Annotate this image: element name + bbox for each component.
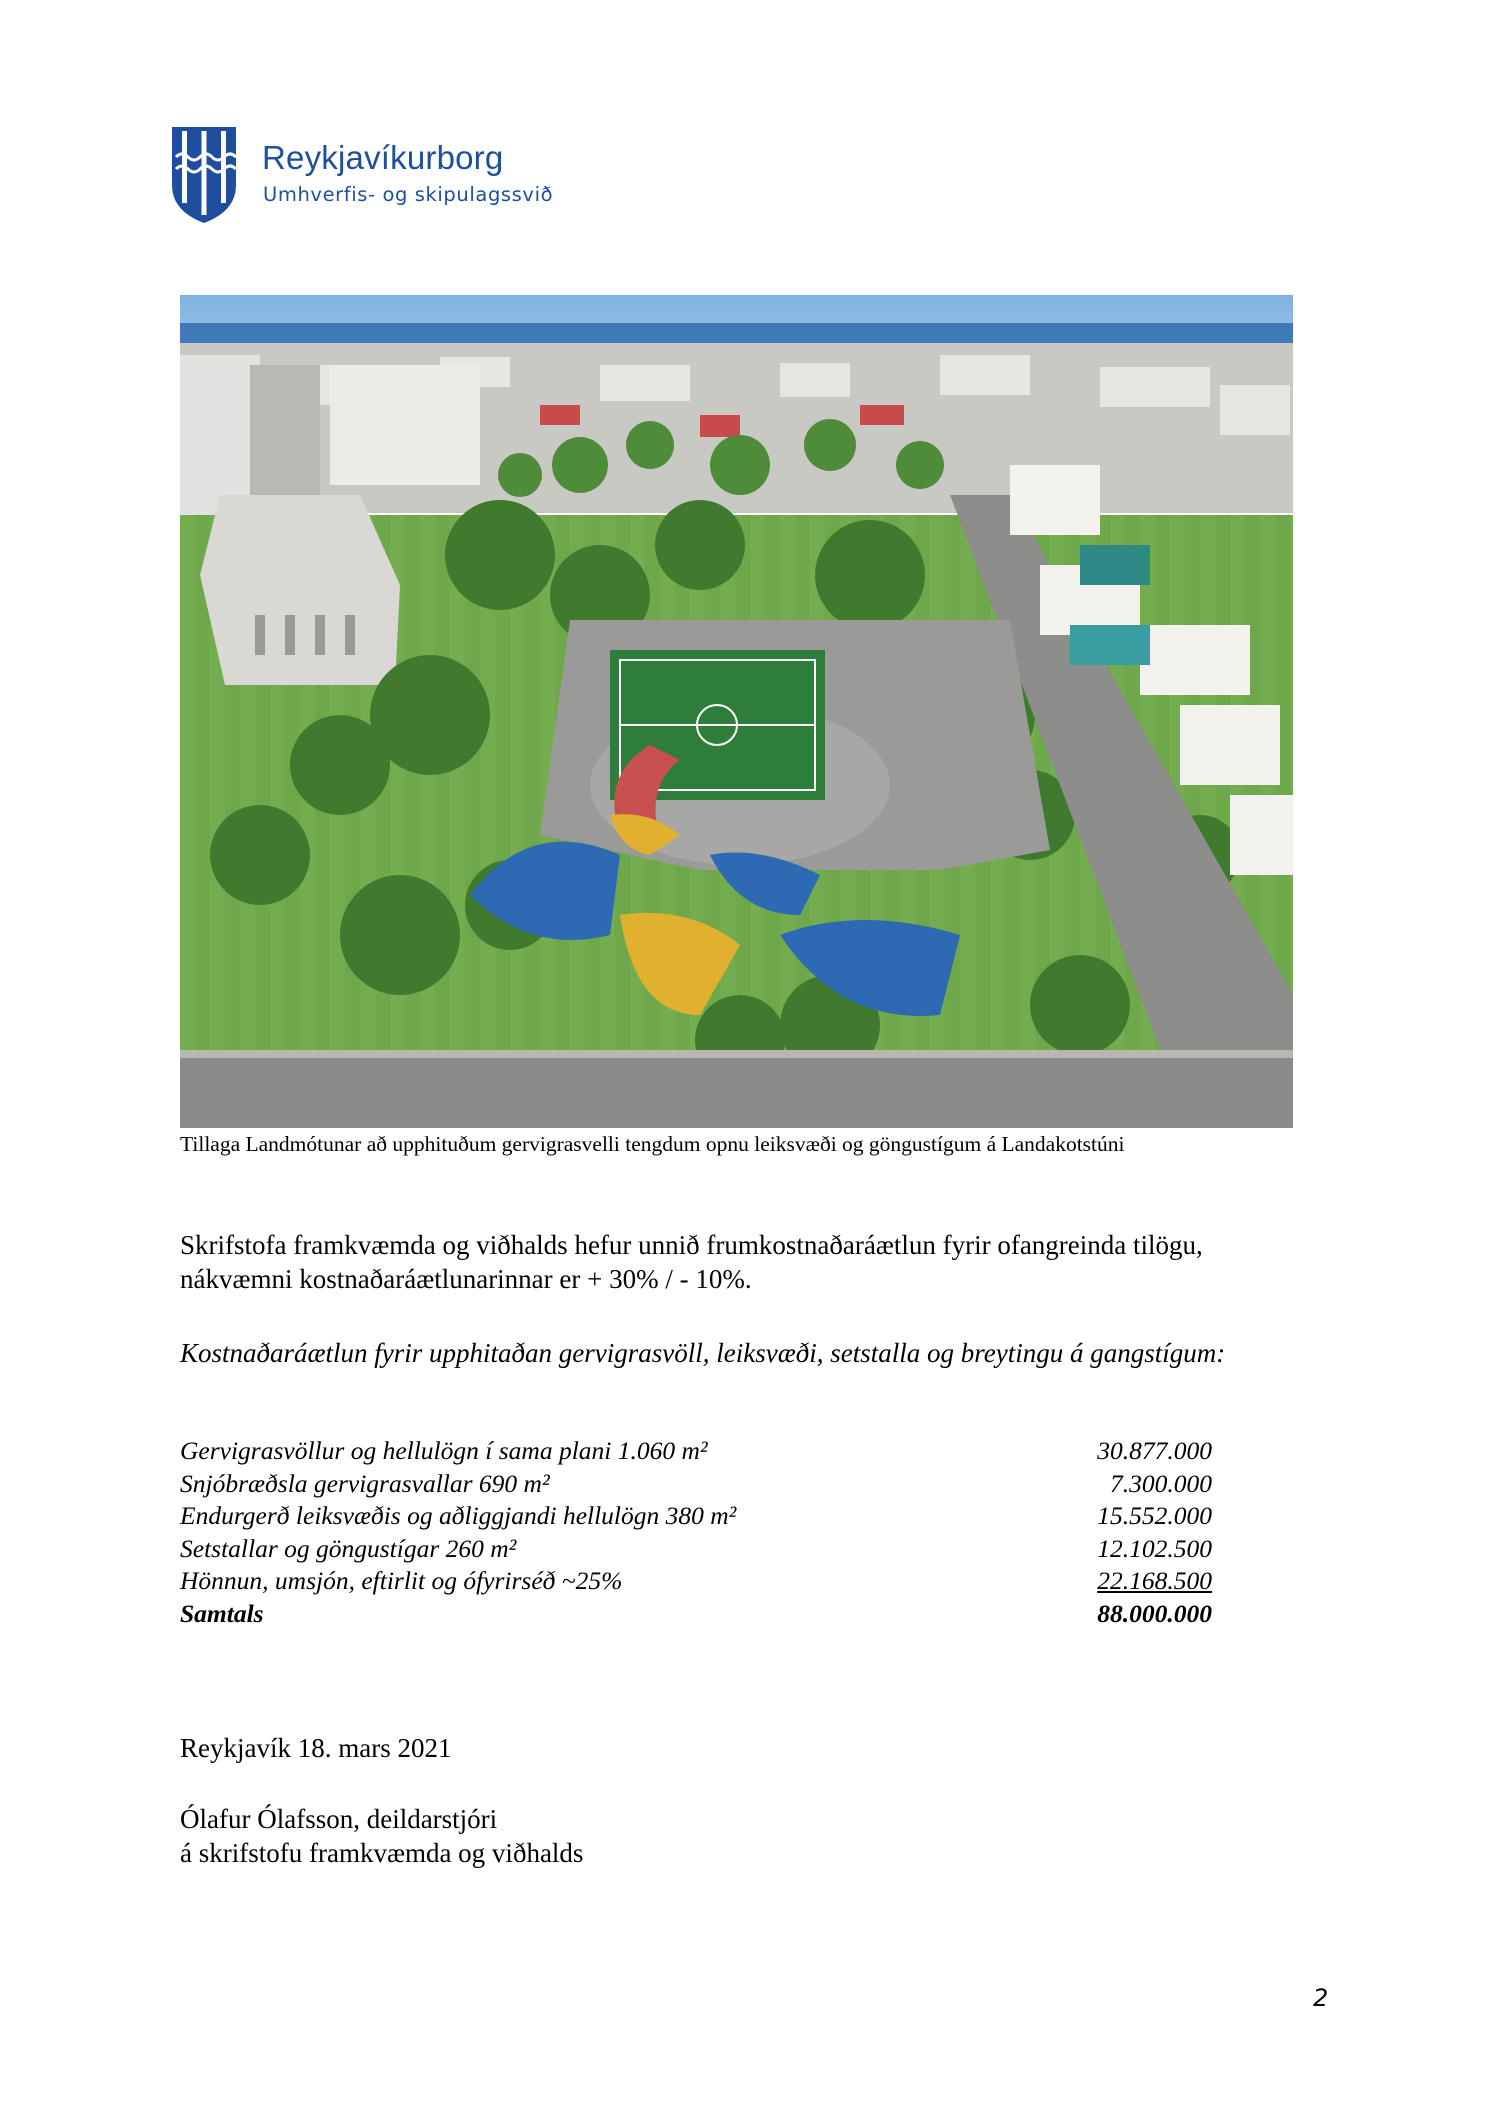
department-name: Umhverfis- og skipulagssvið [263, 183, 554, 206]
table-row [180, 1468, 1212, 1501]
estimate-heading: Kostnaðaráætlun fyrir upphitaðan gervigrasvöll, leiksvæði, setstalla og breytingu á gangstígum: [180, 1338, 1226, 1368]
reykjavik-coat-of-arms-icon [172, 127, 236, 223]
intro-paragraph: Skrifstofa framkvæmda og viðhalds hefur unnið frumkostnaðaráætlun fyrir ofangreinda tilögu, nákvæmni kostnaðaráætlunarinnar er + 30% / - 10%. [180, 1230, 1203, 1294]
header-logo [172, 127, 612, 227]
page-number: 2 [1313, 1984, 1329, 2012]
cost-amount: 15.552.000 [1097, 1501, 1212, 1530]
cost-estimate-table [180, 1435, 1212, 1630]
total-amount: 88.000.000 [1097, 1598, 1212, 1628]
table-row [180, 1500, 1212, 1533]
signer-office: á skrifstofu framkvæmda og viðhalds [180, 1838, 584, 1868]
cost-description: Setstallar og göngustígar 260 m² [180, 1533, 517, 1563]
table-row [180, 1533, 1212, 1566]
cost-amount-underlined [830, 1565, 1212, 1598]
signer-name-title: Ólafur Ólafsson, deildarstjóri [180, 1804, 498, 1834]
cost-amount: 12.102.500 [1097, 1533, 1212, 1563]
signature-block [180, 1802, 583, 1870]
cost-amount: 7.300.000 [1110, 1468, 1212, 1498]
document-date: Reykjavík 18. mars 2021 [180, 1733, 452, 1763]
org-name: Reykjavíkurborg [262, 139, 504, 176]
cost-amount: 22.168.500 [1097, 1566, 1212, 1595]
figure-caption: Tillaga Landmótunar að upphituðum gervigrasvelli tengdum opnu leiksvæði og göngustígum á Landakotstúni [180, 1132, 1125, 1156]
cost-description: Hönnun, umsjón, eftirlit og ófyrirséð ~25% [180, 1566, 623, 1595]
cost-description: Gervigrasvöllur og hellulögn í sama plani 1.060 m² [180, 1436, 708, 1465]
cost-description: Endurgerð leiksvæðis og aðliggjandi hellulögn 380 m² [180, 1501, 737, 1530]
table-row [180, 1565, 1212, 1598]
cost-description: Snjóbræðsla gervigrasvallar 690 m² [180, 1468, 550, 1498]
cost-amount: 30.877.000 [1097, 1436, 1212, 1465]
table-row [180, 1435, 1212, 1468]
total-row [180, 1598, 1212, 1631]
total-label: Samtals [180, 1598, 264, 1628]
aerial-photo [180, 295, 1293, 1128]
